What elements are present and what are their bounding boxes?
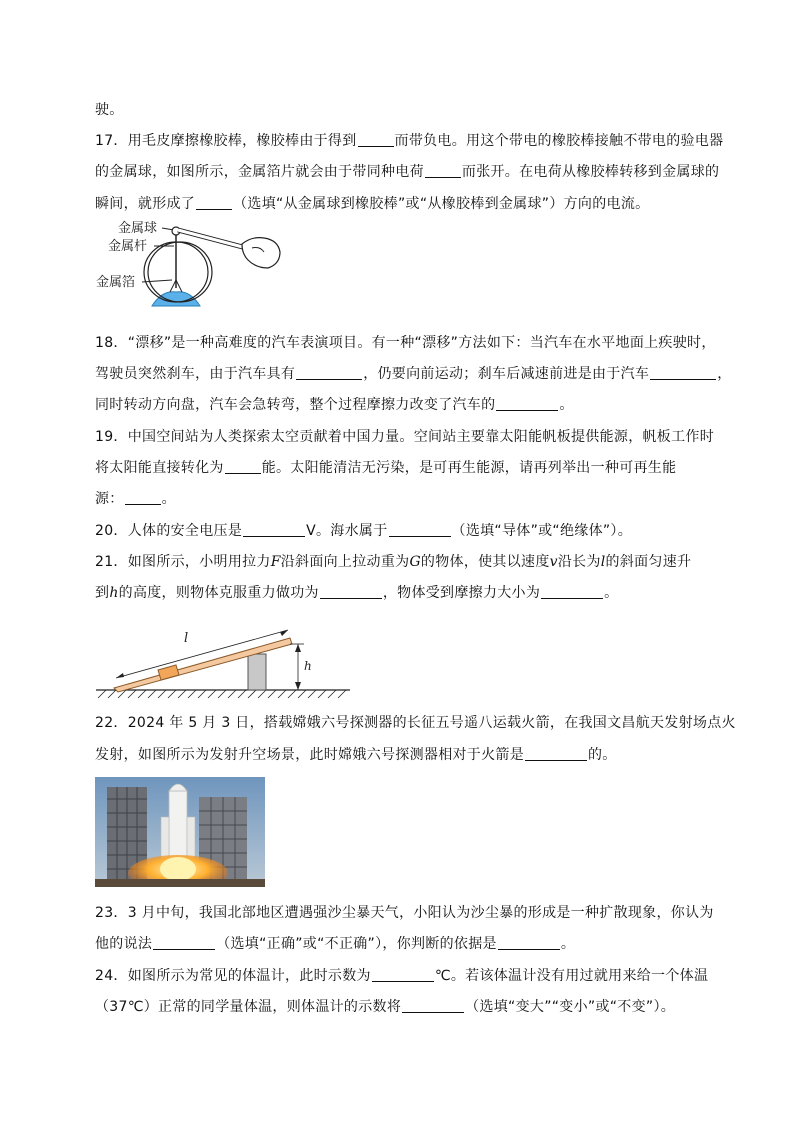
- answer-blank[interactable]: [125, 490, 161, 505]
- answer-blank[interactable]: [196, 195, 232, 210]
- question-18-line-1: 18．“漂移”是一种高难度的汽车表演项目。有一种“漂移”方法如下：当汽车在水平地面上疾驶时，: [95, 335, 716, 351]
- question-19-line-3: 源： 。: [95, 491, 176, 507]
- question-23-line-2: 他的说法 （选填“正确”或“不正确”），你判断的依据是 。: [95, 936, 576, 952]
- answer-blank[interactable]: [243, 522, 305, 537]
- answer-blank[interactable]: [320, 584, 382, 599]
- label-metal-foil: 金属箔: [96, 275, 136, 290]
- question-17-line-1: 17．用毛皮摩擦橡胶棒，橡胶棒由于得到 而带负电。用这个带电的橡胶棒接触不带电的验电器: [95, 133, 724, 149]
- answer-blank[interactable]: [496, 396, 558, 411]
- question-19-line-1: 19．中国空间站为人类探索太空贡献着中国力量。空间站主要靠太阳能帆板提供能源，帆板工作时: [95, 429, 715, 445]
- question-17-line-3: 瞬间，就形成了 （选填“从金属球到橡胶棒”或“从橡胶棒到金属球”）方向的电流。: [95, 196, 650, 212]
- question-22-line-1: 22．2024 年 5 月 3 日，搭载嫦娥六号探测器的长征五号遥八运载火箭，在我国文昌航天发射场点火: [95, 715, 736, 731]
- answer-blank[interactable]: [425, 163, 461, 178]
- rocket-launch-photo: [95, 777, 265, 887]
- answer-blank[interactable]: [296, 365, 362, 380]
- answer-blank[interactable]: [541, 584, 603, 599]
- answer-blank[interactable]: [358, 132, 394, 147]
- answer-blank[interactable]: [372, 967, 434, 982]
- label-h: h: [304, 659, 312, 673]
- question-19-line-2: 将太阳能直接转化为 能。太阳能清洁无污染，是可再生能源，请再列举出一种可再生能: [95, 460, 677, 476]
- answer-blank[interactable]: [153, 935, 215, 950]
- electroscope-figure: [92, 218, 292, 310]
- question-17-line-2: 的金属球，如图所示，金属箔片就会由于带同种电荷 而张开。在电荷从橡胶棒转移到金属球的: [95, 164, 720, 180]
- label-metal-rod: 金属杆: [108, 239, 148, 254]
- question-23-line-1: 23．3 月中旬，我国北部地区遭遇强沙尘暴天气，小阳认为沙尘暴的形成是一种扩散现象，你认为: [95, 905, 714, 921]
- question-22-line-2: 发射，如图所示为发射升空场景，此时嫦娥六号探测器相对于火箭是 的。: [95, 747, 617, 763]
- question-18-line-3: 同时转动方向盘，汽车会急转弯，整个过程摩擦力改变了汽车的 。: [95, 397, 574, 413]
- answer-blank[interactable]: [389, 522, 451, 537]
- label-l: l: [184, 631, 189, 646]
- question-21-line-1: 21．如图所示，小明用拉力F沿斜面向上拉动重为G的物体，使其以速度v沿长为l的斜面匀速升: [95, 554, 692, 570]
- answer-blank[interactable]: [402, 998, 464, 1013]
- question-24-line-2: （37℃）正常的同学量体温，则体温计的示数将 （选填“变大”“变小”或“不变”）。: [95, 999, 676, 1015]
- answer-blank[interactable]: [225, 459, 261, 474]
- question-20-line: 20．人体的安全电压是 V。海水属于 （选填“导体”或“绝缘体”）。: [95, 523, 633, 539]
- question-21-line-2: 到h的高度，则物体克服重力做功为 ，物体受到摩擦力大小为 。: [95, 585, 619, 601]
- question-18-line-2: 驾驶员突然刹车，由于汽车具有 ，仍要向前运动；刹车后减速前进是由于汽车 ，: [95, 366, 732, 382]
- answer-blank[interactable]: [650, 365, 716, 380]
- answer-blank[interactable]: [525, 746, 587, 761]
- answer-blank[interactable]: [498, 935, 560, 950]
- text-line: 驶。: [95, 102, 124, 118]
- label-metal-ball: 金属球: [118, 221, 158, 236]
- incline-figure: [92, 622, 354, 702]
- question-24-line-1: 24．如图所示为常见的体温计，此时示数为 ℃。若该体温计没有用过就用来给一个体温: [95, 968, 709, 984]
